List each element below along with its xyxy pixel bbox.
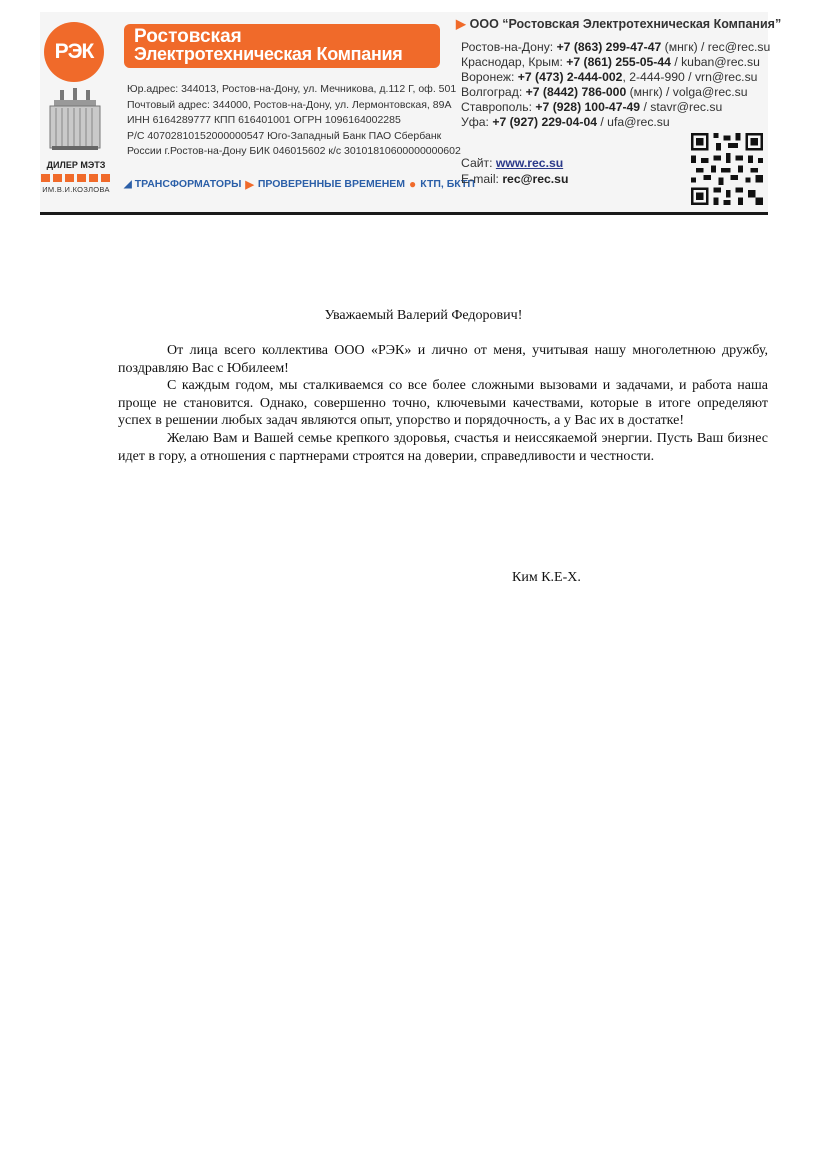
letter-paragraph: Желаю Вам и Вашей семье крепкого здоровья, счастья и неиссякаемой энергии. Пусть Ваш бизнес идет в гору, а отношения с партнерами строятся на доверии, справедливости и честности. <box>118 430 768 464</box>
contacts-list <box>461 40 770 130</box>
tagline <box>124 177 475 191</box>
dealer-title: ДИЛЕР МЭТЗ <box>46 160 106 170</box>
contact-phone[interactable]: +7 (863) 299-47-47 <box>556 40 662 54</box>
arrow-right-icon: ▶ <box>245 178 254 191</box>
dealer-subtitle: ИМ.В.И.КОЗЛОВА <box>42 185 110 194</box>
contact-city: Ставрополь: <box>461 100 533 114</box>
letterhead-divider <box>40 212 768 215</box>
site-block <box>461 155 568 187</box>
requisite-line: России г.Ростов-на-Дону БИК 046015602 к/с 30101810600000000602 <box>127 145 461 157</box>
contact-email[interactable]: / kuban@rec.su <box>674 55 760 69</box>
letter-paragraph: С каждым годом, мы сталкиваемся со все более сложными вызовами и задачами, и работа наша проще не становится. Однако, совершенно точно, ключевыми качествами, которые в итоге определяют успех в решении любых задач являются опыт, упорство и порядочность, а у Вас их в достатке! <box>118 378 768 429</box>
contact-phone[interactable]: +7 (861) 255-05-44 <box>566 55 671 69</box>
logo-text: РЭК <box>54 40 94 63</box>
email-link[interactable]: rec@rec.su <box>502 172 569 186</box>
dot-icon: ● <box>409 177 417 191</box>
requisites <box>127 82 461 160</box>
banner-line2: Электротехническая Компания <box>134 44 403 64</box>
company-banner <box>124 24 440 68</box>
requisite-line: ИНН 6164289777 КПП 616401001 ОГРН 1096164002285 <box>127 114 401 126</box>
contact-row <box>461 55 770 70</box>
tag-mark-icon: ◢ <box>124 178 132 190</box>
contact-phone[interactable]: +7 (927) 229-04-04 <box>492 115 598 129</box>
tagline-item: ПРОВЕРЕННЫЕ ВРЕМЕНЕМ <box>257 178 406 190</box>
dealer-squares <box>41 174 110 182</box>
contact-city: Уфа: <box>461 115 489 129</box>
email-label: E-mail: <box>461 172 499 186</box>
company-name-text: ООО “Ростовская Электротехническая Компания” <box>469 17 782 31</box>
requisite-line: Почтовый адрес: 344000, Ростов-на-Дону, ул. Лермонтовская, 89А <box>127 98 452 111</box>
qr-code-icon <box>691 133 763 205</box>
contact-email[interactable]: (мнгк) / rec@rec.su <box>664 40 771 54</box>
arrow-right-icon: ▶ <box>456 17 466 31</box>
banner-line1: Ростовская <box>134 26 242 47</box>
site-link[interactable]: www.rec.su <box>495 156 564 170</box>
site-row <box>461 155 568 171</box>
tagline-item: ТРАНСФОРМАТОРЫ <box>134 178 242 190</box>
letter-signature: Ким К.Е-Х. <box>512 570 581 585</box>
requisite-line: Юр.адрес: 344013, Ростов-на-Дону, ул. Мечникова, д.112 Г, оф. 501 <box>127 83 457 95</box>
letter-greeting: Уважаемый Валерий Федорович! <box>324 308 523 323</box>
contact-city: Волгоград: <box>461 85 523 99</box>
contact-city: Ростов-на-Дону: <box>461 40 554 54</box>
contact-phone[interactable]: +7 (928) 100-47-49 <box>535 100 641 114</box>
tagline-item: КТП, БКТП <box>420 178 475 190</box>
contact-email[interactable]: / ufa@rec.su <box>600 115 670 129</box>
contact-city: Краснодар, Крым: <box>461 55 563 69</box>
contact-row <box>461 100 770 115</box>
contact-email[interactable]: (мнгк) / volga@rec.su <box>629 85 748 99</box>
email-row <box>461 171 568 187</box>
contact-row <box>461 85 770 100</box>
transformer-icon <box>46 88 104 152</box>
contact-city: Воронеж: <box>461 70 515 84</box>
contact-row <box>461 115 770 130</box>
contact-phone[interactable]: +7 (8442) 786-000 <box>525 85 627 99</box>
contact-phone[interactable]: +7 (473) 2-444-002 <box>517 70 623 84</box>
site-label: Сайт: <box>461 156 493 170</box>
requisite-line: Р/С 40702810152000000547 Юго-Западный Банк ПАО Сбербанк <box>127 129 442 142</box>
company-name <box>456 16 781 31</box>
contact-row <box>461 70 770 85</box>
contact-row <box>461 40 770 55</box>
letter-body <box>118 342 768 465</box>
letter-paragraph: От лица всего коллектива ООО «РЭК» и лично от меня, учитывая нашу многолетнюю дружбу, поздравляю Вас с Юбилеем! <box>118 343 768 376</box>
contact-email[interactable]: , 2-444-990 / vrn@rec.su <box>622 70 758 84</box>
rek-logo <box>44 22 104 82</box>
contact-email[interactable]: / stavr@rec.su <box>643 100 723 114</box>
